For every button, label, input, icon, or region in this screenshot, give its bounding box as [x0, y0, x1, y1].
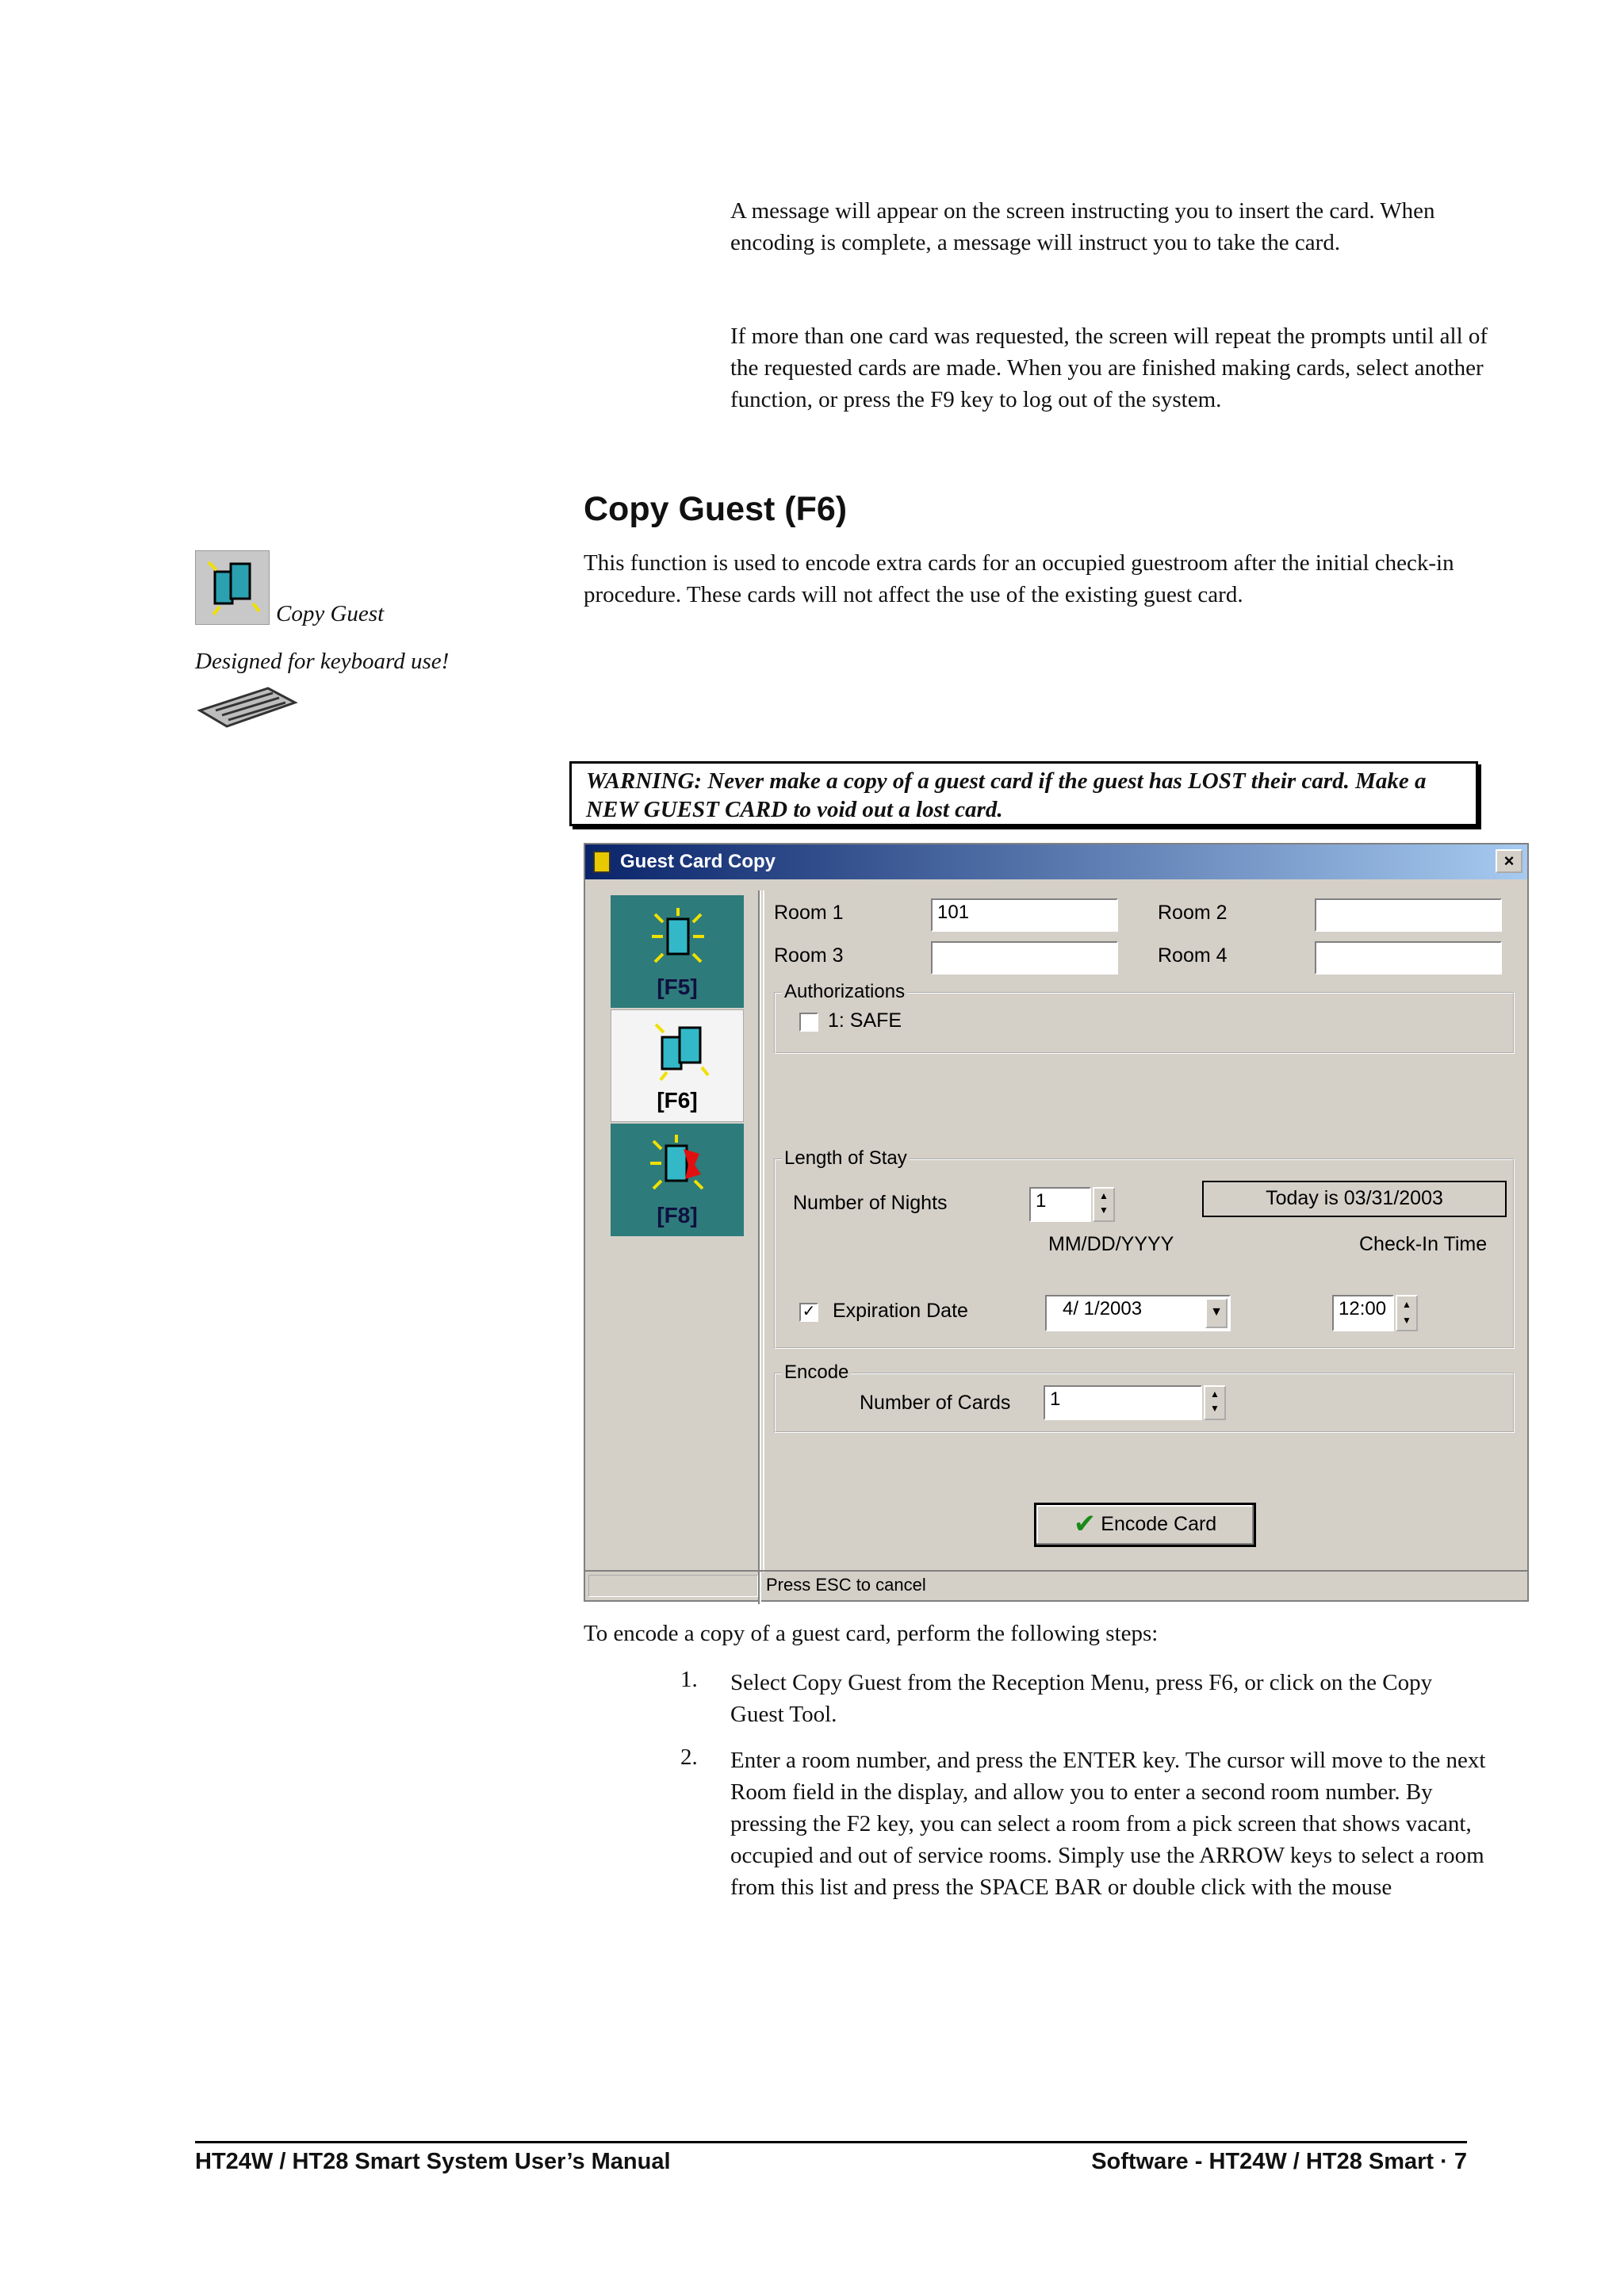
copy-guest-icon [649, 1018, 710, 1082]
checkin-time-input[interactable]: 12:00 [1332, 1295, 1394, 1331]
step-number: 2. [680, 1744, 698, 1770]
nights-spinner[interactable]: ▲ ▼ [1093, 1187, 1115, 1222]
authorizations-group [774, 981, 1515, 1054]
cancel-guest-icon [649, 1133, 709, 1195]
new-guest-icon [650, 906, 706, 967]
steps-intro: To encode a copy of a guest card, perform the following steps: [584, 1621, 1159, 1646]
section-intro: This function is used to encode extra cards for an occupied guestroom after the initial check-in procedure. These cards will not affect the use of the existing guest card. [584, 550, 1454, 607]
step-text: Enter a room number, and press the ENTER key. The cursor will move to the next Room field in the display, and allow you to enter a second room number. By pressing the F2 key, you can select a room from a pick screen that shows vacant, occupied and out of service rooms. Simply use the ARROW keys to select a room from this list and press the SPACE BAR or double click with the mouse [730, 1748, 1486, 1900]
keyboard-note: Designed for keyboard use! [195, 649, 450, 674]
body-paragraph-repeat-prompts: If more than one card was requested, the screen will repeat the prompts until all of the requested cards are made. When you are finished making cards, select another function, or press the F9 key to log out of the system. [730, 324, 1488, 412]
checkin-time-label: Check-In Time [1359, 1233, 1488, 1255]
copy-guest-caption: Copy Guest [276, 601, 385, 626]
footer-page-info: Software - HT24W / HT28 Smart · 7 [1091, 2149, 1467, 2174]
footer-manual-title: HT24W / HT28 Smart System User’s Manual [195, 2149, 671, 2174]
f6-label: [F6] [657, 1088, 698, 1113]
step-number: 1. [680, 1667, 698, 1692]
time-spinner[interactable]: ▲ ▼ [1396, 1295, 1418, 1331]
expiration-date-input[interactable]: 4/ 1/2003 [1045, 1295, 1231, 1331]
length-of-stay-title: Length of Stay [782, 1147, 910, 1170]
room2-label: Room 2 [1158, 902, 1228, 924]
status-text: Press ESC to cancel [766, 1575, 926, 1595]
encode-card-label: Encode Card [1101, 1513, 1217, 1535]
date-format-label: MM/DD/YYYY [1048, 1233, 1174, 1255]
status-bar [585, 1570, 1527, 1600]
cards-spinner[interactable]: ▲ ▼ [1204, 1385, 1226, 1420]
encode-card-button[interactable] [1034, 1503, 1256, 1547]
toolbar-separator [758, 890, 761, 1604]
f6-button[interactable] [611, 1009, 744, 1122]
room1-input[interactable]: 101 [931, 898, 1118, 932]
room3-input[interactable] [931, 941, 1118, 975]
room3-label: Room 3 [774, 944, 844, 967]
copy-guest-tool-icon [195, 550, 270, 625]
room4-input[interactable] [1315, 941, 1502, 975]
expiration-checkbox[interactable]: ✓ [799, 1303, 818, 1322]
close-button[interactable]: × [1496, 849, 1522, 873]
nights-label: Number of Nights [793, 1192, 948, 1214]
cards-label: Number of Cards [860, 1392, 1011, 1414]
room1-label: Room 1 [774, 902, 844, 924]
dialog-title: Guest Card Copy [620, 851, 776, 872]
chevron-down-icon[interactable]: ▼ [1205, 1298, 1228, 1328]
function-toolbar [604, 890, 764, 1572]
expiration-label: Expiration Date [833, 1300, 968, 1322]
f5-button[interactable] [611, 895, 744, 1008]
authorizations-title: Authorizations [782, 981, 907, 1003]
warning-box: WARNING: Never make a copy of a guest card if the guest has LOST their card. Make a NEW GUEST CARD to void out a lost card. [569, 761, 1478, 826]
status-panel-left [588, 1575, 758, 1597]
safe-label: 1: SAFE [828, 1009, 902, 1032]
section-heading: Copy Guest (F6) [584, 490, 848, 528]
f8-label: [F8] [657, 1203, 698, 1227]
checkmark-icon: ✔ [1073, 1509, 1097, 1539]
f5-label: [F5] [657, 975, 698, 999]
dialog-titlebar [585, 844, 1527, 879]
body-paragraph-insert-card: A message will appear on the screen instructing you to insert the card. When encoding is complete, a message will instruct you to take the card. [730, 198, 1435, 255]
today-date-display: Today is 03/31/2003 [1202, 1181, 1507, 1217]
footer-rule [195, 2141, 1467, 2143]
app-icon [593, 851, 611, 873]
nights-input[interactable]: 1 [1029, 1187, 1091, 1222]
safe-checkbox[interactable] [799, 1013, 818, 1032]
room4-label: Room 4 [1158, 944, 1228, 967]
encode-group [774, 1361, 1515, 1433]
cards-input[interactable]: 1 [1044, 1385, 1202, 1420]
f8-button[interactable] [611, 1124, 744, 1236]
step-text: Select Copy Guest from the Reception Menu, press F6, or click on the Copy Guest Tool. [730, 1670, 1433, 1727]
guest-card-copy-dialog [584, 843, 1529, 1602]
keyboard-icon [195, 684, 298, 735]
room2-input[interactable] [1315, 898, 1502, 932]
encode-title: Encode [782, 1361, 851, 1384]
